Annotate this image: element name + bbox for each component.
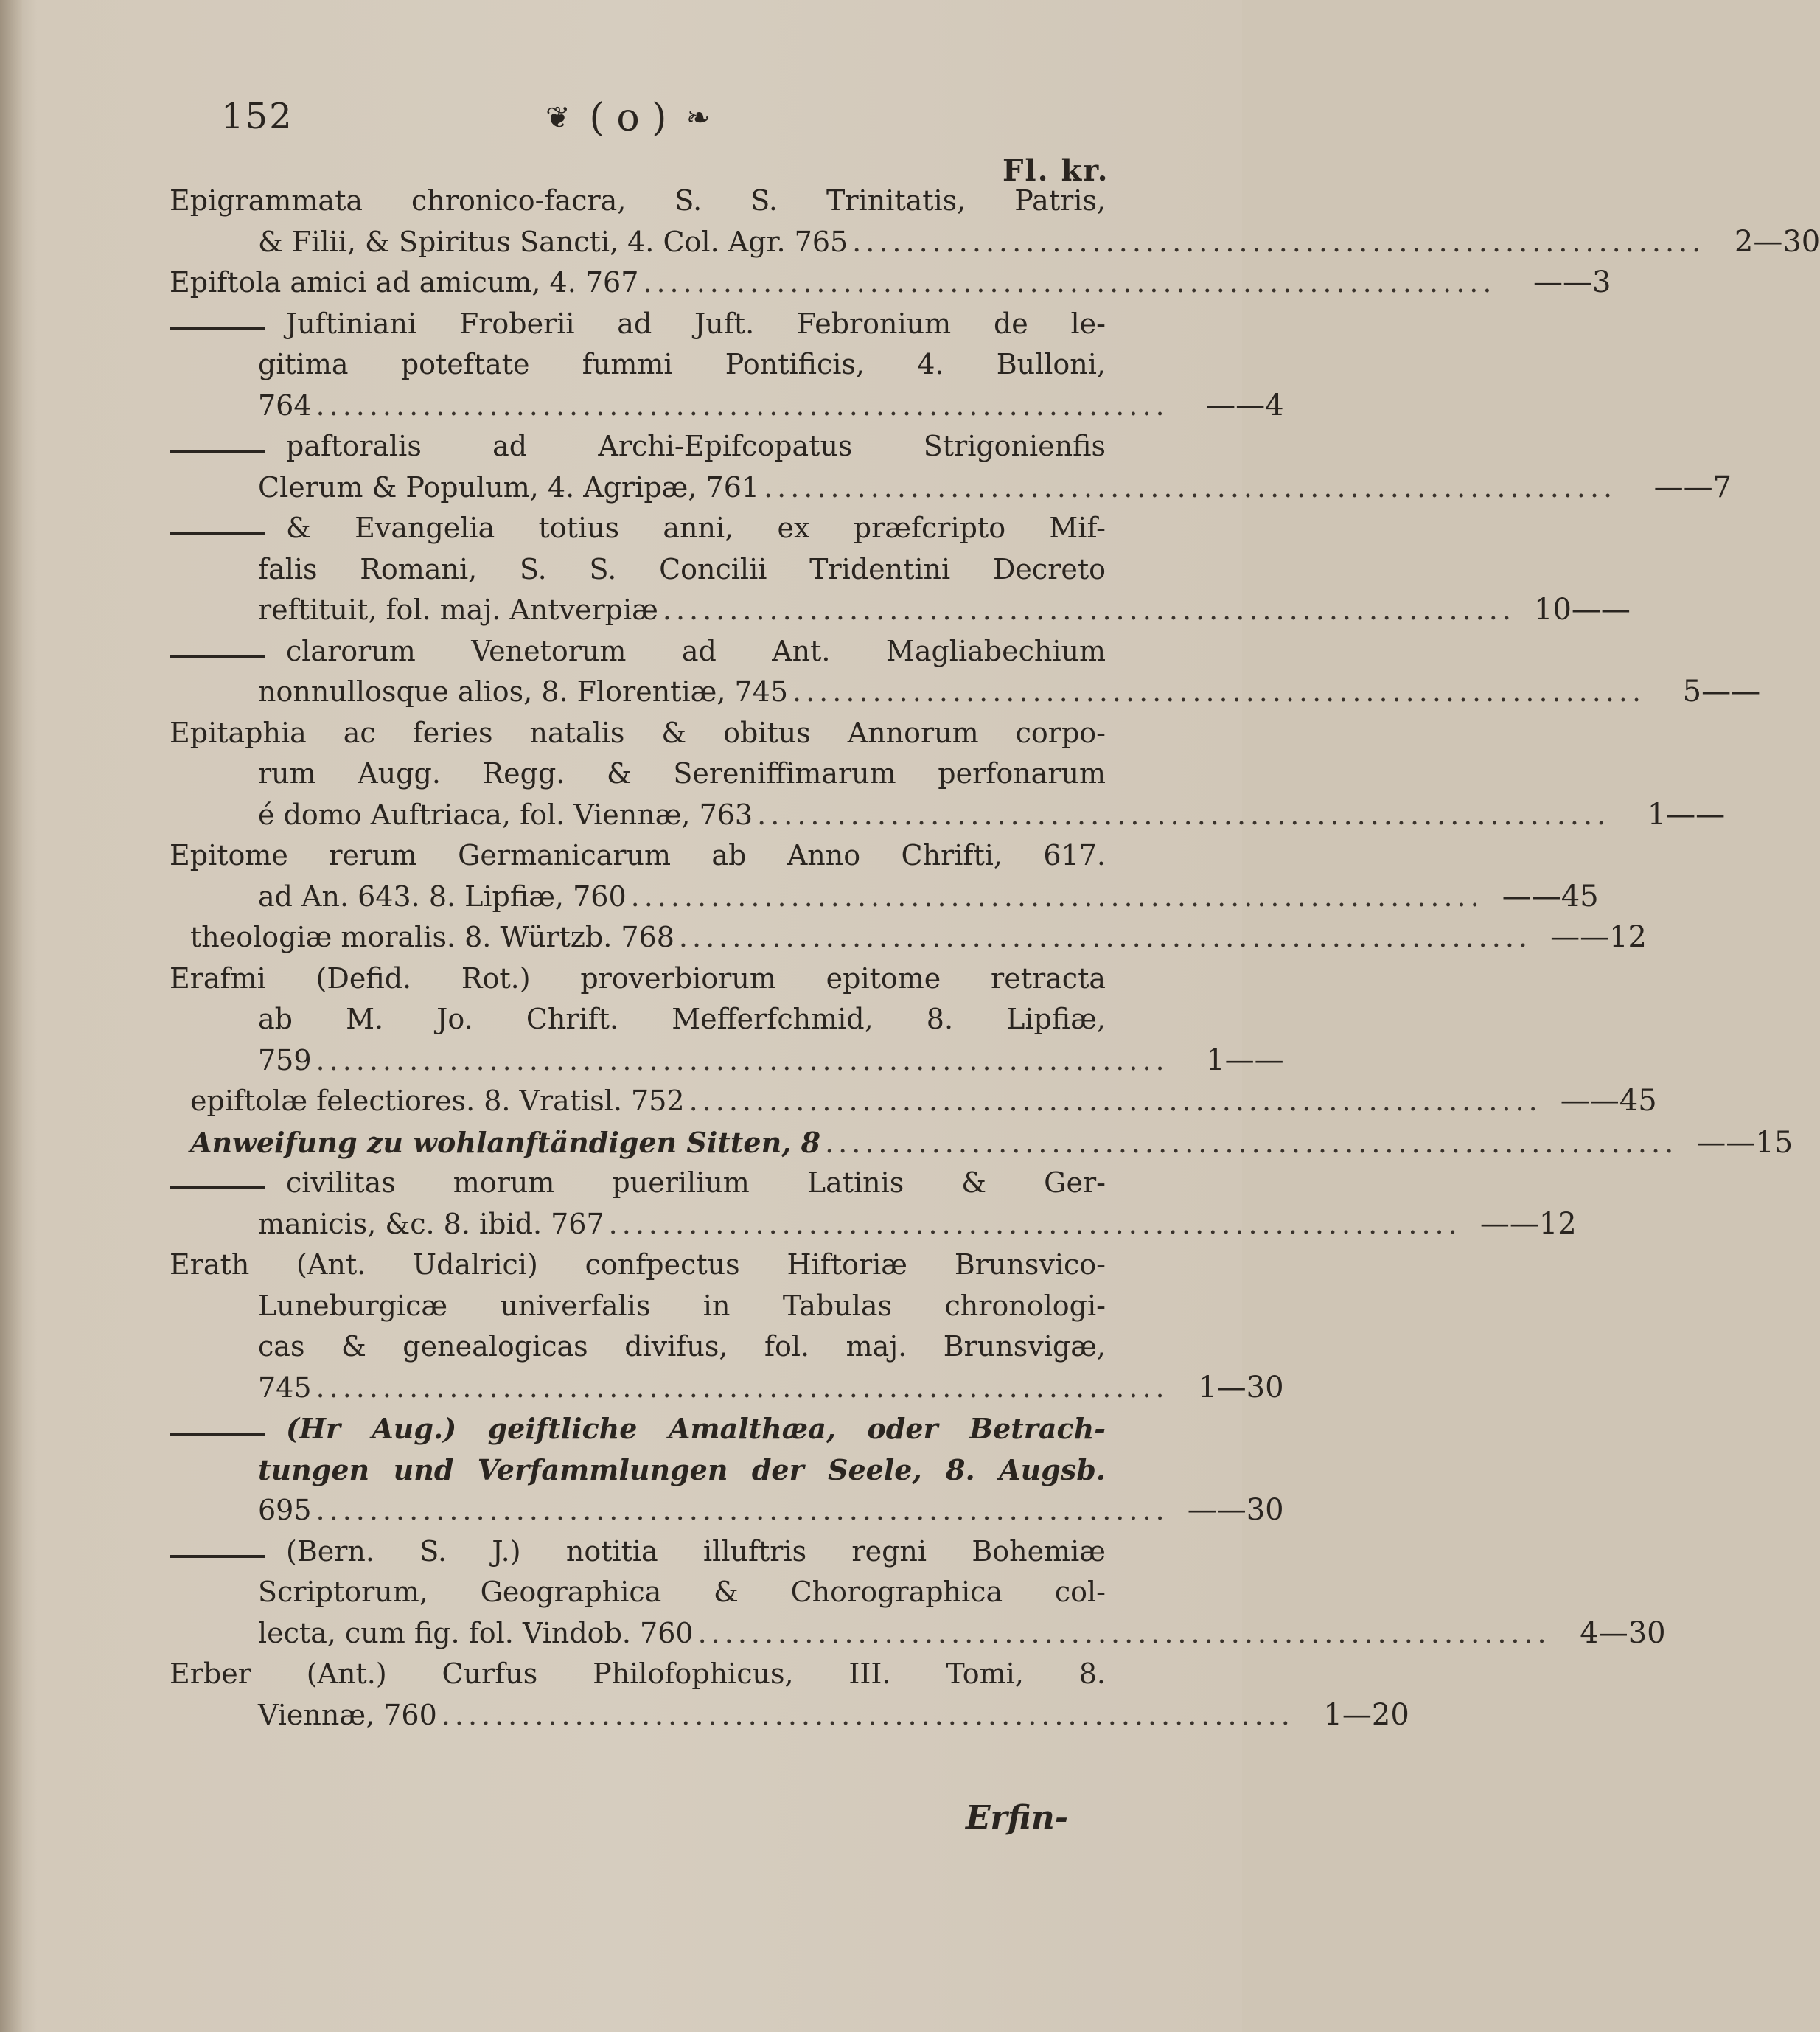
catalogue-line	[170, 1531, 1106, 1573]
catalogue-line	[170, 1286, 1106, 1327]
catalogue-line	[170, 426, 1106, 467]
entry-text: rum Augg. Regg. & Sereniffimarum perfonarum	[258, 757, 1106, 790]
leader-dots: ................................................................	[688, 1085, 1542, 1117]
entry-text: (Bern. S. J.) notitia illuftris regni Bohemiæ	[286, 1534, 1106, 1568]
catalogue-line	[170, 835, 1106, 877]
ditto-rule	[170, 327, 265, 330]
catalogue-line	[170, 508, 1106, 549]
entry-text: é domo Auftriaca, fol. Viennæ, 763	[258, 798, 753, 831]
catalogue-line	[170, 1326, 1106, 1368]
catalogue-line	[170, 1408, 1106, 1450]
entry-text: nonnullosque alios, 8. Florentiæ, 745	[258, 675, 789, 708]
entry-text: reftituit, fol. maj. Antverpiæ	[258, 594, 658, 626]
entry-text: Erath (Ant. Udalrici) confpectus Hiftoriæ Brunsvico-	[170, 1248, 1106, 1281]
entry-price: 4—30	[1580, 1615, 1666, 1650]
leader-dots: ................................................................	[315, 1494, 1169, 1526]
entry-text: epiftolæ felectiores. 8. Vratisl. 752	[190, 1085, 685, 1117]
entry-text: 745	[258, 1371, 312, 1404]
catalogue-line	[170, 304, 1106, 345]
entry-text: cas & genealogicas divifus, fol. maj. Brunsvigæ,	[258, 1330, 1106, 1363]
ditto-rule	[170, 1186, 265, 1189]
leader-dots: ................................................................	[315, 389, 1169, 422]
entry-text: Erber (Ant.) Curfus Philofophicus, III. Tomi, 8.	[170, 1657, 1106, 1690]
catalogue-line	[170, 590, 1631, 631]
entry-price: 2—30	[1734, 224, 1820, 259]
catalogue-line	[170, 1572, 1106, 1613]
catalogue-line	[170, 1245, 1106, 1286]
entry-text: & Evangelia totius anni, ex præfcripto Mif-	[286, 512, 1106, 544]
catalogue-line	[170, 631, 1106, 672]
entry-price: ——15	[1696, 1125, 1793, 1160]
entry-text: ab M. Jo. Chrift. Mefferfchmid, 8. Lipfiæ,	[258, 1003, 1106, 1035]
catalogue-line	[170, 1163, 1106, 1204]
catalogue-line	[170, 1040, 1284, 1082]
leader-dots: ................................................................	[441, 1698, 1294, 1731]
catalogue-line	[170, 795, 1726, 836]
leader-dots: ................................................................	[764, 470, 1617, 504]
entry-text: Viennæ, 760	[258, 1698, 437, 1731]
catalogue-line	[170, 1450, 1106, 1491]
catalogue-line	[170, 549, 1106, 591]
entry-text: Luneburgicæ univerfalis in Tabulas chronologi-	[258, 1289, 1106, 1322]
entry-text: gitima poteftate fummi Pontificis, 4. Bulloni,	[258, 348, 1106, 380]
entry-price: 1——	[1206, 1043, 1284, 1077]
leader-dots: ................................................................	[643, 266, 1496, 299]
entry-text: Epigrammata chronico-facra, S. S. Trinitatis, Patris,	[170, 184, 1106, 217]
catalogue-line	[170, 1122, 1793, 1163]
entry-text: 764	[258, 389, 312, 422]
entry-text: tungen und Verfammlungen der Seele, 8. Augsb.	[258, 1452, 1106, 1486]
leader-dots: ................................................................	[678, 921, 1532, 953]
leader-dots: ................................................................	[315, 1371, 1169, 1404]
entry-price: 10——	[1534, 593, 1631, 627]
catalogue-line	[170, 1368, 1284, 1409]
catalogue-line	[170, 386, 1284, 427]
catalogue-line	[170, 344, 1106, 386]
entry-price: 5——	[1682, 675, 1761, 709]
entry-text: clarorum Venetorum ad Ant. Magliabechium	[286, 634, 1106, 667]
entry-text: lecta, cum fig. fol. Vindob. 760	[258, 1616, 694, 1649]
leader-dots: ................................................................	[697, 1616, 1551, 1649]
page-header	[0, 96, 1242, 155]
entry-price: ——45	[1502, 879, 1599, 914]
running-head-text: ( o )	[589, 96, 667, 140]
entry-text: Erafmi (Defid. Rot.) proverbiorum epitome retracta	[170, 961, 1106, 995]
entry-text: ad An. 643. 8. Lipfiæ, 760	[258, 880, 627, 913]
leader-dots: ................................................................	[630, 880, 1484, 913]
catalogue-line	[170, 467, 1732, 509]
leader-dots: ................................................................	[757, 798, 1611, 831]
ditto-rule	[170, 1433, 265, 1436]
entry-price: 1—20	[1323, 1697, 1409, 1732]
catchword: Erfin-	[966, 1799, 1068, 1837]
entry-price: ——45	[1560, 1084, 1657, 1118]
page-number: 152	[221, 96, 293, 137]
entry-text: 759	[258, 1043, 312, 1076]
ornament-left-icon: ❦	[545, 101, 571, 135]
entry-price: ——30	[1187, 1493, 1284, 1527]
ditto-rule	[170, 450, 265, 453]
entry-text: (Hr Aug.) geiftliche Amalthæa, oder Betrach-	[286, 1412, 1106, 1445]
running-head	[545, 96, 711, 140]
entry-text: Anweifung zu wohlanftändigen Sitten, 8	[190, 1125, 821, 1159]
entry-text: 695	[258, 1494, 312, 1526]
entry-text: Scriptorum, Geographica & Chorographica col-	[258, 1576, 1106, 1608]
entry-price: ——4	[1206, 388, 1284, 422]
entry-price: ——3	[1533, 265, 1611, 299]
catalogue-line	[170, 917, 1647, 958]
catalogue-line	[170, 1081, 1657, 1122]
ditto-rule	[170, 655, 265, 658]
entry-price: 1—30	[1198, 1370, 1284, 1405]
entry-text: Epitome rerum Germanicarum ab Anno Chrifti, 617.	[170, 839, 1106, 871]
entry-text: manicis, &c. 8. ibid. 767	[258, 1207, 604, 1240]
ditto-rule	[170, 1555, 265, 1558]
entry-text: theologiæ moralis. 8. Würtzb. 768	[190, 921, 674, 953]
catalogue-line	[170, 713, 1106, 754]
page-edge	[0, 0, 22, 2032]
entry-text: & Filii, & Spiritus Sancti, 4. Col. Agr. 765	[258, 225, 848, 258]
catalogue-line	[170, 1654, 1106, 1695]
leader-dots: ................................................................	[315, 1043, 1169, 1076]
leader-dots: ................................................................	[825, 1126, 1678, 1159]
catalogue-line	[170, 999, 1106, 1040]
price-column-header: Fl. kr.	[1003, 153, 1109, 188]
catalogue-entries	[170, 181, 1820, 1736]
catalogue-line	[170, 1490, 1284, 1531]
leader-dots: ................................................................	[662, 594, 1516, 626]
catalogue-line	[170, 222, 1820, 263]
catalogue-line	[170, 877, 1599, 918]
entry-price: ——7	[1653, 470, 1732, 504]
entry-text: falis Romani, S. S. Concilii Tridentini Decreto	[258, 552, 1106, 585]
catalogue-line	[170, 754, 1106, 795]
catalogue-line	[170, 1695, 1409, 1736]
ditto-rule	[170, 532, 265, 535]
entry-text: Clerum & Populum, 4. Agripæ, 761	[258, 470, 760, 504]
leader-dots: ................................................................	[792, 675, 1646, 708]
entry-text: paftoralis ad Archi-Epifcopatus Strigonienfis	[286, 430, 1106, 462]
ornament-right-icon: ❧	[686, 101, 711, 135]
entry-text: civilitas morum puerilium Latinis & Ger-	[286, 1166, 1106, 1199]
catalogue-line	[170, 958, 1106, 1000]
catalogue-line	[170, 672, 1761, 713]
catalogue-line	[170, 262, 1611, 304]
entry-text: Epitaphia ac feries natalis & obitus Annorum corpo-	[170, 716, 1106, 749]
leader-dots: ................................................................	[608, 1207, 1462, 1240]
entry-price: ——12	[1479, 1206, 1577, 1241]
entry-price: 1——	[1647, 797, 1726, 832]
entry-text: Epiftola amici ad amicum, 4. 767	[170, 266, 639, 299]
entry-price: ——12	[1550, 920, 1647, 954]
catalogue-line	[170, 1613, 1666, 1655]
catalogue-line	[170, 181, 1106, 222]
catalogue-line	[170, 1204, 1577, 1245]
leader-dots: ................................................................	[852, 225, 1706, 258]
entry-text: Juftiniani Froberii ad Juft. Febronium de le-	[286, 307, 1106, 340]
